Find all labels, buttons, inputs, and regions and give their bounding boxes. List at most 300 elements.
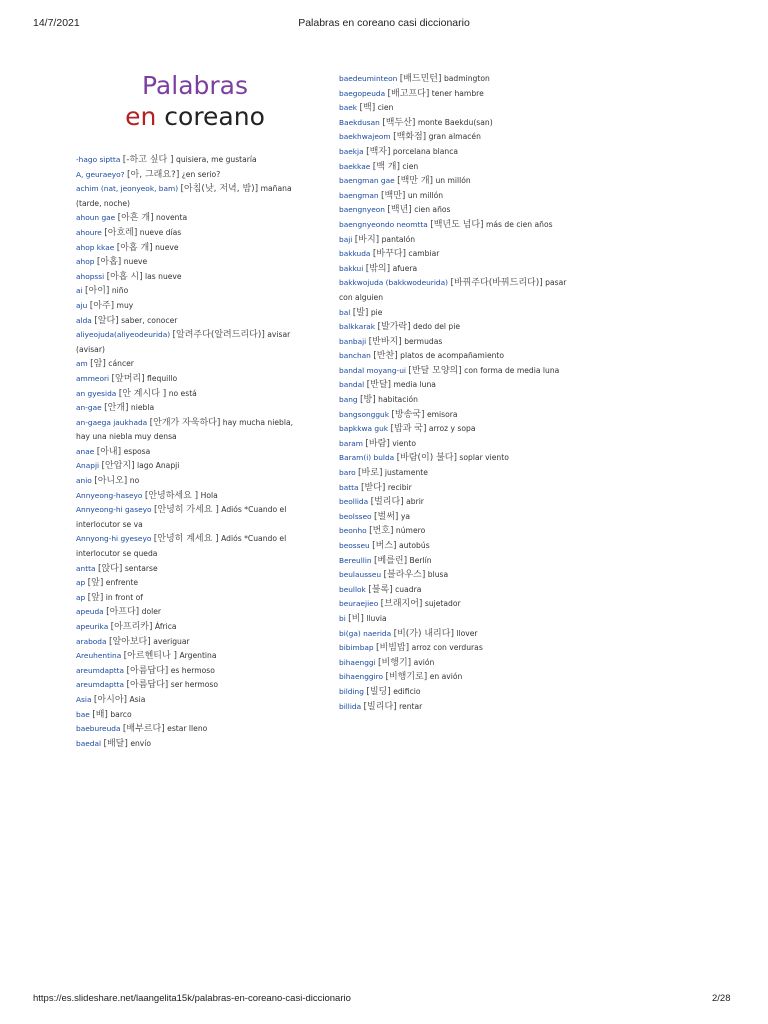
entry-romanization: areumdaptta	[76, 680, 125, 690]
right-column	[339, 72, 579, 714]
dictionary-entry	[76, 722, 306, 737]
entry-hangul: [알다]	[94, 315, 119, 326]
entry-romanization: ahoun gae	[76, 213, 116, 223]
dictionary-entry	[76, 314, 306, 329]
entry-hangul: [아내]	[96, 446, 122, 457]
entry-definition: media luna	[393, 380, 436, 390]
entry-romanization: apeurika	[76, 622, 109, 631]
entry-romanization: bakkui	[339, 263, 364, 273]
entry-hangul: [받다]	[360, 482, 386, 493]
entry-hangul: [벌써]	[374, 511, 399, 522]
entry-definition: doler	[141, 607, 161, 617]
entry-hangul: [비행기]	[378, 657, 412, 668]
entry-definition: niebla	[130, 403, 155, 413]
entry-definition: niño	[111, 286, 129, 296]
entry-hangul: [백년도 넘다]	[430, 219, 484, 230]
entry-definition: estar lleno	[167, 724, 208, 734]
dictionary-entry	[76, 357, 306, 372]
entry-definition: edificio	[393, 686, 421, 696]
entry-definition: cien	[377, 103, 394, 113]
entry-hangul: [안압지]	[101, 461, 135, 472]
entry-hangul: [앞머리]	[111, 373, 145, 384]
entry-romanization: Anapji	[76, 461, 100, 471]
dictionary-entry	[76, 459, 306, 474]
entry-hangul: [배드민턴]	[399, 74, 442, 84]
entry-romanization: baengman gae	[339, 176, 395, 186]
entry-romanization: bakkuda	[339, 249, 371, 259]
entry-definition: no	[129, 476, 140, 486]
entry-definition: cambiar	[408, 249, 440, 259]
entry-hangul: [백 개]	[372, 161, 400, 172]
entry-hangul: [안녕히 가세요 ]	[153, 505, 219, 516]
entry-romanization: ahoure	[76, 227, 102, 237]
entry-hangul: [안녕하세요 ]	[144, 490, 199, 501]
entry-romanization: Baekdusan	[339, 117, 380, 127]
document-header-title: Palabras en coreano casi diccionario	[298, 17, 470, 29]
entry-definition: avisar (avisar)	[76, 330, 291, 354]
dictionary-entry	[76, 372, 306, 387]
entry-definition: pasar con alguien	[339, 278, 567, 302]
entry-definition: blusa	[427, 570, 449, 580]
entry-hangul: [배달]	[103, 738, 128, 749]
entry-romanization: an-gae	[76, 403, 102, 413]
entry-definition: nueve	[123, 257, 148, 267]
entry-romanization: beollida	[339, 497, 369, 507]
entry-romanization: am	[76, 359, 88, 369]
dictionary-entry	[339, 160, 579, 175]
entry-romanization: araboda	[76, 636, 107, 646]
entry-definition: ¿en serio?	[181, 169, 221, 179]
entry-romanization: bakkwojuda (bakkwodeurida)	[339, 278, 449, 288]
entry-hangul: [아흐레]	[104, 227, 138, 238]
entry-hangul: [아, 그래요?]	[127, 169, 180, 180]
entry-hangul: [버스]	[372, 541, 397, 551]
entry-romanization: beonho	[339, 526, 367, 536]
entry-romanization: antta	[76, 563, 96, 573]
entry-romanization: bapkkwa guk	[339, 424, 389, 434]
entry-hangul: [백두산]	[382, 117, 416, 128]
entry-definition: Berlín	[409, 555, 432, 565]
entry-definition: lago Anapji	[137, 461, 180, 471]
entry-romanization: Annyeong-hi gaseyo	[76, 505, 152, 515]
entry-romanization: bihaenggiro	[339, 672, 384, 682]
dictionary-entry	[76, 255, 306, 270]
entry-romanization: ahopssi	[76, 271, 105, 281]
entry-definition: badmington	[443, 74, 490, 83]
entry-definition: pantalón	[381, 234, 416, 244]
entry-hangul: [아홉]	[96, 257, 122, 268]
dictionary-entry	[339, 466, 579, 481]
entry-romanization: bandal moyang-ui	[339, 365, 406, 375]
entry-hangul: [반찬]	[373, 351, 398, 362]
entry-hangul: [백]	[359, 103, 376, 114]
entry-definition: cien	[402, 161, 419, 171]
entry-definition: Adiós *Cuando el interlocutor se queda	[76, 534, 287, 559]
entry-hangul: [아름답다]	[126, 665, 169, 676]
dictionary-entry	[76, 284, 306, 299]
entry-hangul: [배]	[92, 709, 108, 720]
entry-romanization: baek	[339, 103, 358, 113]
entry-romanization: achim (nat, jeonyeok, bam)	[76, 184, 179, 194]
entry-romanization: ahop kkae	[76, 242, 115, 252]
title-word-coreano: coreano	[164, 102, 265, 131]
entry-romanization: baekhwajeom	[339, 132, 391, 142]
entry-romanization: bihaenggi	[339, 657, 376, 667]
dictionary-entry	[339, 568, 579, 583]
entry-hangul: [백자]	[366, 146, 391, 157]
dictionary-entry	[76, 708, 306, 723]
entry-hangul: [아름답다]	[126, 680, 169, 691]
entry-hangul: [아르헨티나 ]	[123, 651, 178, 662]
entry-romanization: baekja	[339, 146, 364, 156]
entry-definition: abrir	[406, 497, 424, 507]
entry-romanization: beullok	[339, 584, 366, 594]
entry-hangul: [백화점]	[393, 132, 427, 143]
entry-definition: noventa	[156, 213, 188, 223]
entry-hangul: [아주]	[89, 300, 115, 311]
entry-romanization: banchan	[339, 351, 371, 361]
dictionary-entry	[339, 378, 579, 393]
dictionary-entry	[76, 635, 306, 650]
entry-definition: arroz y sopa	[428, 424, 476, 434]
entry-hangul: [아프리카]	[110, 622, 153, 632]
entry-definition: un millón	[407, 190, 444, 200]
dictionary-entry	[339, 437, 579, 452]
dictionary-entry	[339, 481, 579, 496]
entry-romanization: ai	[76, 286, 83, 296]
entry-definition: Asia	[129, 694, 146, 704]
dictionary-entry	[76, 416, 306, 445]
entry-hangul: [빌딩]	[366, 686, 391, 697]
entry-romanization: beuraejieo	[339, 599, 379, 609]
dictionary-entry	[339, 554, 579, 569]
entry-definition: muy	[116, 300, 134, 310]
dictionary-entry	[76, 328, 306, 357]
page-number: 2/28	[712, 993, 731, 1004]
entry-hangul: [백만]	[380, 190, 406, 201]
entry-definition: ser hermoso	[170, 680, 219, 690]
entry-definition: número	[395, 526, 426, 536]
entry-hangul: [비행기로]	[385, 672, 428, 683]
dictionary-entry	[76, 489, 306, 504]
dictionary-entry	[339, 700, 579, 715]
dictionary-entry	[76, 241, 306, 256]
entry-definition: sentarse	[124, 563, 158, 573]
entry-romanization: anio	[76, 476, 92, 486]
entry-definition: más de cien años	[486, 219, 553, 229]
dictionary-entry	[339, 451, 579, 466]
left-column	[76, 153, 306, 751]
entry-definition: averiguar	[153, 636, 190, 646]
entry-romanization: bi	[339, 613, 346, 623]
entry-definition: cuadra	[395, 584, 422, 594]
entry-romanization: baebureuda	[76, 724, 121, 734]
entry-romanization: balkkarak	[339, 322, 376, 332]
dictionary-entry	[339, 510, 579, 525]
dictionary-entry	[339, 306, 579, 321]
entry-definition: con forma de media luna	[464, 365, 560, 375]
entry-definition: porcelana blanca	[392, 146, 459, 156]
entry-hangul: [아프다]	[106, 607, 140, 618]
dictionary-entry	[339, 685, 579, 700]
dictionary-entry	[339, 495, 579, 510]
dictionary-entry	[76, 562, 306, 577]
entry-definition: barco	[110, 709, 132, 719]
entry-hangul: [반달]	[366, 380, 392, 391]
entry-romanization: aliyeojuda(aliyeodeurida)	[76, 330, 171, 340]
entry-definition: avión	[413, 657, 435, 667]
dictionary-entry	[339, 524, 579, 539]
entry-romanization: anae	[76, 446, 95, 456]
entry-hangul: [벌리다]	[370, 497, 404, 508]
entry-romanization: bae	[76, 709, 90, 719]
entry-hangul: [바지]	[354, 234, 380, 245]
entry-definition: Argentina	[179, 651, 217, 661]
dictionary-entry	[339, 320, 579, 335]
dictionary-entry	[339, 218, 579, 233]
entry-hangul: [안 계시다 ]	[118, 388, 167, 399]
entry-definition: Adiós *Cuando el interlocutor se va	[76, 505, 287, 529]
dictionary-entry	[339, 656, 579, 671]
dictionary-entry	[76, 153, 306, 168]
entry-hangul: [아홉 시]	[106, 271, 143, 282]
entry-definition: pie	[370, 307, 383, 317]
dictionary-entry	[76, 401, 306, 416]
dictionary-entry	[76, 693, 306, 708]
dictionary-entry	[76, 620, 306, 635]
entry-definition: emisora	[426, 409, 458, 419]
entry-definition: nueve	[155, 242, 179, 252]
entry-definition: recibir	[387, 482, 412, 492]
entry-definition: platos de acompañamiento	[400, 351, 505, 361]
dictionary-entry	[76, 605, 306, 620]
entry-hangul: [알아보다]	[108, 636, 151, 647]
entry-romanization: Baram(i) bulda	[339, 453, 395, 463]
entry-hangul: [빌리다]	[363, 701, 397, 712]
dictionary-entry	[339, 145, 579, 160]
entry-definition: no está	[168, 388, 197, 398]
entry-definition: cáncer	[108, 359, 134, 369]
dictionary-entry	[339, 233, 579, 248]
dictionary-entry	[339, 641, 579, 656]
entry-romanization: bang	[339, 395, 358, 405]
entry-hangul: [방]	[360, 395, 376, 406]
dictionary-entry	[339, 408, 579, 423]
entry-romanization: alda	[76, 315, 92, 325]
entry-romanization: beosseu	[339, 541, 370, 550]
dictionary-entry	[76, 591, 306, 606]
entry-definition: sujetador	[424, 599, 461, 609]
entry-romanization: baengnyeon	[339, 205, 385, 215]
entry-definition: hay mucha niebla, hay una niebla muy densa	[76, 417, 294, 442]
entry-definition: envío	[130, 738, 152, 748]
entry-hangul: [알려주다(알려드리다)]	[172, 330, 265, 341]
dictionary-entry	[339, 627, 579, 642]
entry-definition: cien años	[414, 205, 451, 215]
entry-romanization: Annyong-hi gyeseyo	[76, 534, 152, 544]
entry-romanization: bibimbap	[339, 643, 374, 653]
dictionary-entry	[76, 737, 306, 752]
dictionary-entry	[339, 364, 579, 379]
entry-romanization: beolsseo	[339, 511, 372, 521]
entry-definition: llover	[456, 628, 478, 638]
title-line-2	[95, 101, 295, 132]
entry-definition: dedo del pie	[413, 322, 461, 332]
entry-hangul: [반달 모양의]	[408, 365, 462, 376]
dictionary-entry	[339, 422, 579, 437]
entry-hangul: [블라우스]	[383, 570, 426, 581]
entry-romanization: an-gaega jaukhada	[76, 417, 148, 427]
dictionary-entry	[339, 101, 579, 116]
entry-definition: mañana (tarde, noche)	[76, 184, 292, 208]
entry-hangul: [밥과 국]	[390, 424, 427, 435]
entry-hangul: [안녕히 계세요 ]	[153, 534, 219, 545]
dictionary-entry	[76, 168, 306, 183]
entry-romanization: baengnyeondo neomtta	[339, 219, 428, 229]
entry-romanization: baram	[339, 438, 363, 448]
entry-definition: saber, conocer	[121, 315, 178, 325]
title-line-1: Palabras	[141, 71, 249, 100]
entry-hangul: [-하고 싶다 ]	[122, 155, 174, 165]
entry-romanization: an gyesida	[76, 388, 117, 398]
entry-romanization: baedal	[76, 738, 102, 748]
dictionary-entry	[339, 597, 579, 612]
entry-romanization: baengman	[339, 190, 379, 200]
entry-definition: África	[154, 622, 177, 631]
entry-definition: ya	[400, 511, 411, 521]
entry-romanization: batta	[339, 482, 359, 492]
dictionary-entry	[339, 612, 579, 627]
dictionary-entry	[76, 678, 306, 693]
entry-romanization: ap	[76, 592, 86, 602]
entry-definition: in front of	[105, 592, 143, 602]
entry-hangul: [비(가) 내리다]	[393, 628, 454, 639]
entry-romanization: baedeuminteon	[339, 74, 398, 83]
entry-hangul: [방송국]	[391, 409, 425, 420]
entry-hangul: [바람]	[365, 438, 390, 449]
dictionary-entry	[76, 532, 306, 561]
entry-romanization: baji	[339, 234, 353, 244]
entry-hangul: [아시아]	[93, 694, 128, 705]
entry-hangul: [앞]	[87, 592, 104, 603]
dictionary-entry	[339, 262, 579, 277]
entry-hangul: [바꾸다]	[372, 249, 406, 260]
entry-definition: esposa	[123, 446, 151, 456]
entry-definition: autobús	[398, 541, 430, 550]
entry-hangul: [안개가 자욱하다]	[149, 417, 221, 428]
entry-romanization: ahop	[76, 257, 95, 267]
entry-definition: un millón	[435, 176, 471, 186]
entry-romanization: bangsongguk	[339, 409, 389, 419]
dictionary-entry	[76, 299, 306, 314]
entry-definition: es hermoso	[170, 665, 215, 675]
entry-definition: monte Baekdu(san)	[417, 117, 493, 127]
dictionary-entry	[76, 387, 306, 402]
entry-definition: enfrente	[105, 578, 139, 588]
dictionary-entry	[339, 539, 579, 554]
entry-hangul: [베를린]	[374, 555, 408, 566]
entry-romanization: banbaji	[339, 336, 367, 346]
dictionary-entry	[76, 474, 306, 489]
entry-romanization: bandal	[339, 380, 365, 390]
dictionary-entry	[76, 576, 306, 591]
title-word-en: en	[125, 102, 157, 131]
dictionary-entry	[339, 276, 579, 305]
entry-hangul: [백년]	[387, 205, 412, 216]
dictionary-entry	[339, 670, 579, 685]
page-title	[95, 70, 295, 132]
entry-hangul: [바꿔주다(바꿔드리다)]	[450, 278, 543, 289]
entry-definition: viento	[392, 438, 416, 448]
dictionary-entry	[76, 270, 306, 285]
entry-romanization: baro	[339, 468, 356, 478]
entry-romanization: ap	[76, 578, 86, 588]
source-url[interactable]: https://es.slideshare.net/laangelita15k/palabras-en-coreano-casi-diccionario	[33, 993, 351, 1004]
entry-hangul: [바로]	[358, 468, 383, 479]
entry-hangul: [아흔 개]	[117, 213, 154, 224]
entry-hangul: [바람(이) 불다]	[396, 453, 457, 464]
entry-definition: arroz con verduras	[411, 643, 483, 653]
entry-hangul: [비]	[348, 613, 364, 624]
entry-definition: quisiera, me gustaría	[176, 155, 257, 164]
entry-romanization: beulausseu	[339, 570, 382, 580]
dictionary-entry	[76, 182, 306, 211]
entry-hangul: [밖의]	[365, 263, 391, 274]
entry-definition: lluvia	[366, 613, 387, 623]
dictionary-entry	[339, 72, 579, 87]
dictionary-entry	[339, 87, 579, 102]
dictionary-entry	[76, 664, 306, 679]
entry-romanization: Bereullin	[339, 555, 372, 565]
entry-hangul: [아니오]	[94, 476, 128, 487]
entry-hangul: [앉다]	[97, 563, 123, 574]
entry-definition: las nueve	[145, 271, 182, 281]
entry-hangul: [아이]	[85, 286, 110, 297]
entry-hangul: [배부르다]	[122, 724, 165, 735]
dictionary-entry	[76, 211, 306, 226]
entry-hangul: [발]	[352, 307, 369, 318]
dictionary-entry	[339, 393, 579, 408]
entry-definition: habitación	[378, 395, 418, 405]
dictionary-entry	[339, 189, 579, 204]
entry-romanization: areumdaptta	[76, 665, 125, 675]
entry-definition: Hola	[200, 490, 218, 500]
entry-hangul: [안개]	[104, 403, 129, 414]
entry-hangul: [아침(낮, 저녁, 밤)]	[180, 184, 259, 195]
dictionary-entry	[339, 335, 579, 350]
entry-hangul: [블록]	[368, 584, 393, 595]
dictionary-entry	[339, 116, 579, 131]
entry-hangul: [배고프다]	[387, 88, 430, 99]
entry-romanization: aju	[76, 300, 88, 310]
dictionary-entry	[76, 503, 306, 532]
dictionary-entry	[339, 130, 579, 145]
entry-romanization: bi(ga) naerida	[339, 628, 392, 638]
entry-hangul: [브래지어]	[380, 599, 423, 610]
entry-definition: tener hambre	[431, 88, 484, 98]
entry-romanization: bilding	[339, 686, 364, 696]
entry-romanization: bal	[339, 307, 351, 317]
dictionary-entry	[339, 349, 579, 364]
entry-definition: soplar viento	[459, 453, 509, 463]
entry-hangul: [번호]	[369, 526, 394, 537]
entry-hangul: [암]	[90, 359, 106, 370]
dictionary-entry	[339, 203, 579, 218]
entry-romanization: Areuhentina	[76, 651, 122, 661]
dictionary-entry	[339, 174, 579, 189]
entry-definition: bermudas	[404, 336, 443, 346]
dictionary-entry	[76, 226, 306, 241]
